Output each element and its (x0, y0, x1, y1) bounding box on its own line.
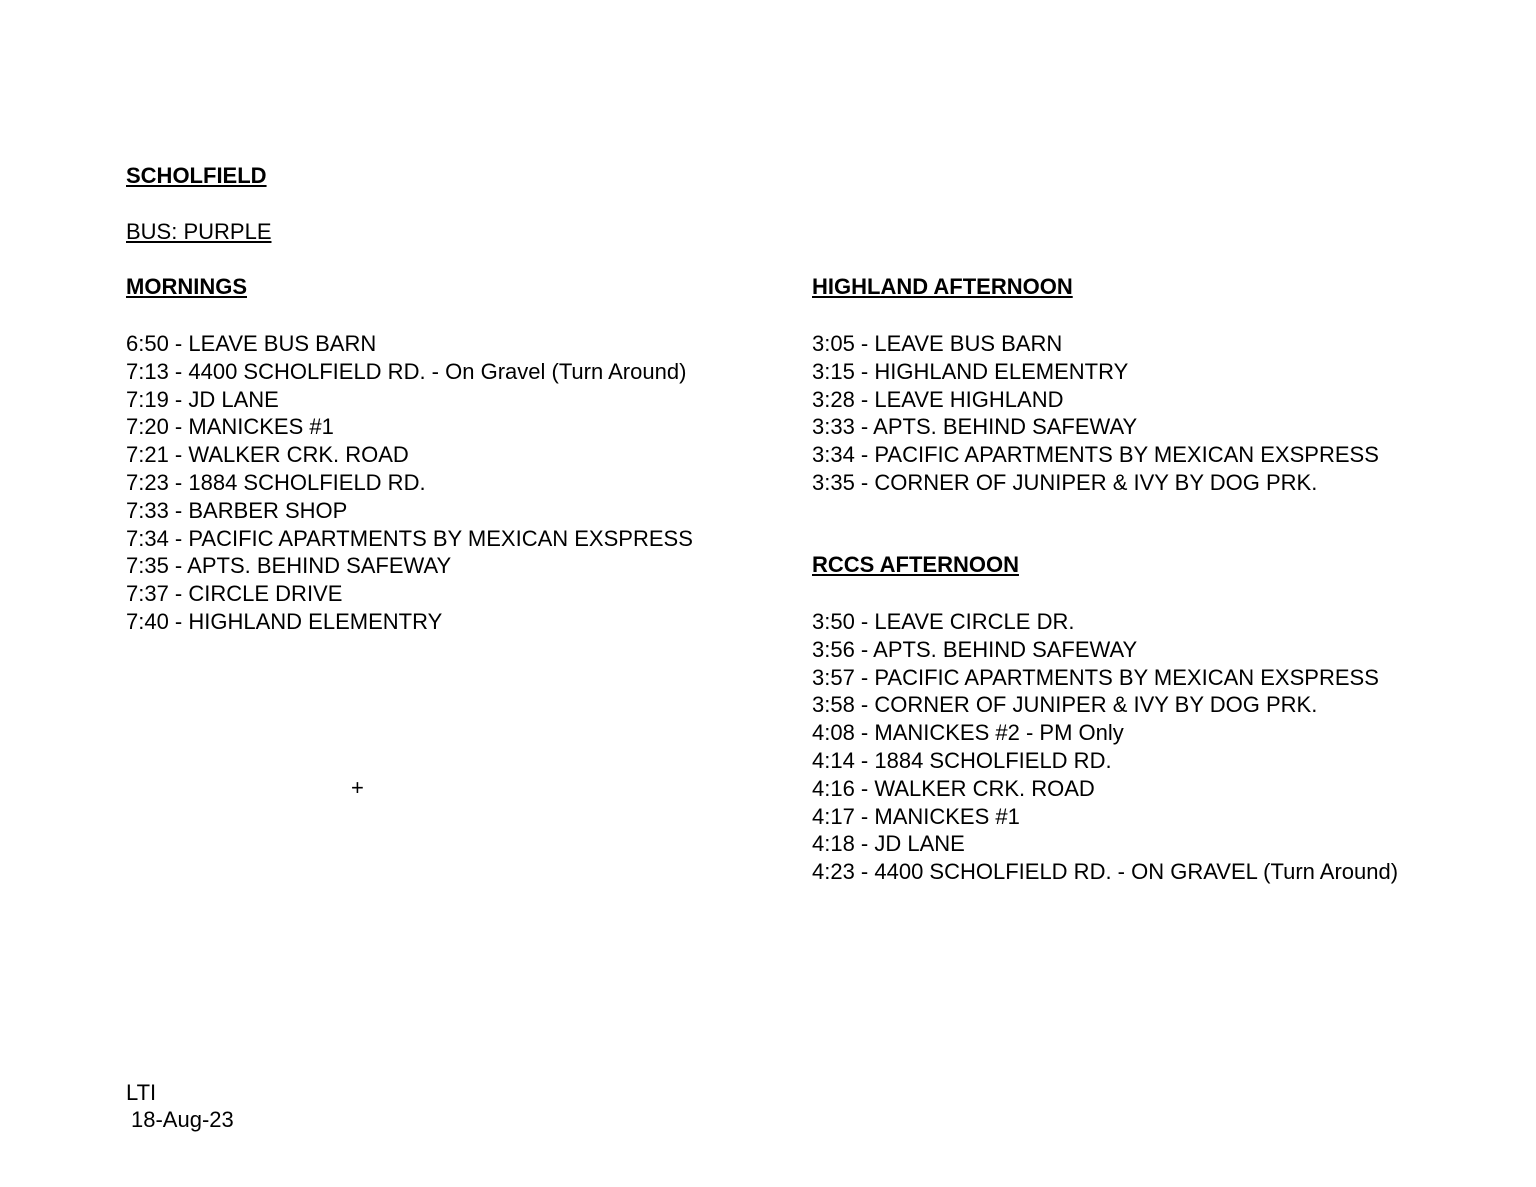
list-item: 3:56 - APTS. BEHIND SAFEWAY (812, 636, 1138, 662)
list-item: 7:13 - 4400 SCHOLFIELD RD. - On Gravel (Turn Around) (126, 358, 687, 384)
highland-afternoon-stop-list (812, 330, 1379, 497)
rccs-afternoon-heading: RCCS AFTERNOON (812, 552, 1019, 577)
list-item: 7:37 - CIRCLE DRIVE (126, 581, 343, 607)
list-item: 6:50 - LEAVE BUS BARN (126, 331, 377, 356)
highland-afternoon-heading: HIGHLAND AFTERNOON (812, 274, 1073, 299)
list-item: 4:23 - 4400 SCHOLFIELD RD. - ON GRAVEL (Turn Around) (812, 859, 1399, 885)
bus-label: BUS: PURPLE (126, 219, 272, 244)
mornings-stop-list (126, 330, 693, 636)
list-item: 3:57 - PACIFIC APARTMENTS BY MEXICAN EXSPRESS (812, 664, 1379, 690)
list-item: 3:15 - HIGHLAND ELEMENTRY (812, 358, 1129, 384)
list-item: 7:19 - JD LANE (126, 386, 279, 412)
list-item: 7:33 - BARBER SHOP (126, 497, 348, 523)
list-item: 7:23 - 1884 SCHOLFIELD RD. (126, 469, 426, 495)
route-title: SCHOLFIELD (126, 163, 267, 188)
mornings-heading: MORNINGS (126, 274, 247, 299)
list-item: 7:20 - MANICKES #1 (126, 414, 334, 440)
list-item: 3:34 - PACIFIC APARTMENTS BY MEXICAN EXSPRESS (812, 442, 1379, 468)
list-item: 4:08 - MANICKES #2 - PM Only (812, 720, 1124, 746)
list-item: 7:35 - APTS. BEHIND SAFEWAY (126, 553, 452, 579)
plus-marker: + (351, 775, 364, 800)
footer-author: LTI (126, 1080, 157, 1105)
list-item: 3:28 - LEAVE HIGHLAND (812, 386, 1064, 412)
list-item: 3:58 - CORNER OF JUNIPER & IVY BY DOG PRK. (812, 692, 1318, 718)
list-item: 4:16 - WALKER CRK. ROAD (812, 775, 1095, 801)
rccs-afternoon-stop-list (812, 608, 1398, 886)
footer-date: 18-Aug-23 (131, 1107, 234, 1132)
list-item: 7:21 - WALKER CRK. ROAD (126, 442, 409, 468)
list-item: 3:33 - APTS. BEHIND SAFEWAY (812, 414, 1138, 440)
list-item: 3:35 - CORNER OF JUNIPER & IVY BY DOG PRK. (812, 469, 1318, 495)
list-item: 4:17 - MANICKES #1 (812, 803, 1020, 829)
list-item: 4:18 - JD LANE (812, 831, 965, 857)
list-item: 3:05 - LEAVE BUS BARN (812, 331, 1063, 356)
list-item: 4:14 - 1884 SCHOLFIELD RD. (812, 747, 1112, 773)
list-item: 3:50 - LEAVE CIRCLE DR. (812, 609, 1075, 634)
list-item: 7:40 - HIGHLAND ELEMENTRY (126, 608, 443, 634)
list-item: 7:34 - PACIFIC APARTMENTS BY MEXICAN EXSPRESS (126, 525, 693, 551)
